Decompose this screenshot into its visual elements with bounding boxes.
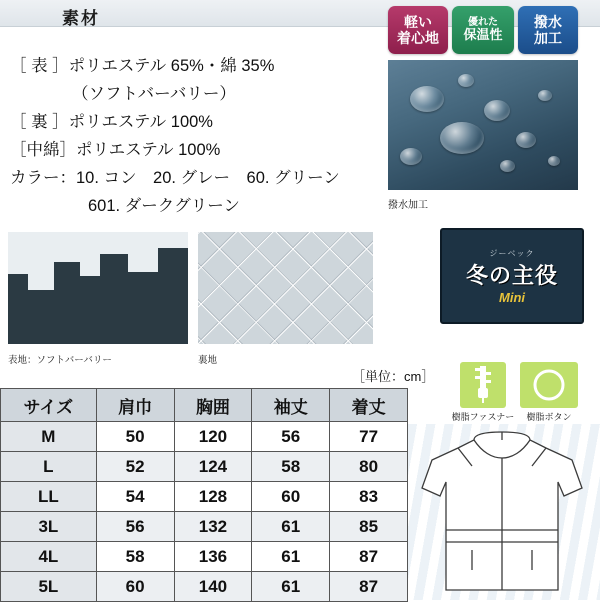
table-row xyxy=(1,542,408,572)
cell-chest: 120 xyxy=(174,422,252,452)
cell-size: LL xyxy=(1,482,97,512)
resin-zipper-caption: 樹脂ファスナー xyxy=(451,412,515,422)
water-drop-icon xyxy=(548,156,560,166)
cell-length: 83 xyxy=(330,482,408,512)
cell-sleeve: 56 xyxy=(252,422,330,452)
column-header: サイズ xyxy=(1,389,97,422)
cell-shoulder: 50 xyxy=(96,422,174,452)
page-title: 素材 xyxy=(62,9,100,28)
water-drop-icon xyxy=(500,160,515,172)
spec-line: 601. ダークグリーン xyxy=(88,197,240,215)
table-row xyxy=(1,512,408,542)
lining-fabric-caption: 裏地 xyxy=(198,355,218,366)
table-header-row xyxy=(1,389,408,422)
zipper-glyph-icon xyxy=(473,366,493,404)
water-repellent-badge xyxy=(518,6,578,54)
brand-logo xyxy=(440,228,584,324)
water-drop-icon xyxy=(400,148,422,165)
water-drop-icon xyxy=(440,122,484,154)
cell-sleeve: 60 xyxy=(252,482,330,512)
badge-line-1: 保温性 xyxy=(463,27,503,43)
water-repellent-photo xyxy=(388,60,578,190)
spec-line: （ソフトバーバリー） xyxy=(72,85,236,103)
quilt-pattern xyxy=(198,232,373,344)
cell-sleeve: 61 xyxy=(252,512,330,542)
cell-chest: 132 xyxy=(174,512,252,542)
cell-shoulder: 56 xyxy=(96,512,174,542)
cell-length: 85 xyxy=(330,512,408,542)
cell-shoulder: 60 xyxy=(96,572,174,602)
outer-fabric-swatch xyxy=(8,232,188,344)
material-spec-list xyxy=(10,52,390,220)
brand-mini-label: Mini xyxy=(499,289,525,305)
brand-main-label: 冬の主役 xyxy=(465,262,558,288)
cell-length: 87 xyxy=(330,572,408,602)
cell-size: 5L xyxy=(1,572,97,602)
cell-length: 77 xyxy=(330,422,408,452)
resin-zipper-icon xyxy=(460,362,506,408)
lining-fabric-swatch xyxy=(198,232,373,344)
table-row xyxy=(1,482,408,512)
resin-button-caption: 樹脂ボタン xyxy=(526,412,572,422)
fabric-shape-icon xyxy=(8,232,188,344)
cell-length: 80 xyxy=(330,452,408,482)
spec-line: ［ 裏 ］ポリエステル 100% xyxy=(10,113,213,131)
spec-line: ［中綿］ポリエステル 100% xyxy=(10,141,221,159)
column-header: 肩巾 xyxy=(96,389,174,422)
water-drop-icon xyxy=(538,90,552,101)
cell-shoulder: 58 xyxy=(96,542,174,572)
cell-chest: 140 xyxy=(174,572,252,602)
column-header: 着丈 xyxy=(330,389,408,422)
water-drop-icon xyxy=(410,86,444,112)
water-repellent-caption: 撥水加工 xyxy=(388,200,428,211)
cell-length: 87 xyxy=(330,542,408,572)
table-row xyxy=(1,572,408,602)
water-drop-icon xyxy=(516,132,536,148)
cell-chest: 124 xyxy=(174,452,252,482)
column-header: 胸囲 xyxy=(174,389,252,422)
table-row xyxy=(1,452,408,482)
spec-line: カラー：10. コン 20. グレー 60. グリーン xyxy=(10,169,340,187)
cell-chest: 128 xyxy=(174,482,252,512)
brand-sub-label: ジーベック xyxy=(489,248,535,258)
cell-chest: 136 xyxy=(174,542,252,572)
cell-size: M xyxy=(1,422,97,452)
button-glyph-icon xyxy=(532,368,566,402)
badge-top: 優れた xyxy=(467,16,498,28)
cell-size: 4L xyxy=(1,542,97,572)
badge-line-2: 着心地 xyxy=(397,30,439,46)
light-wear-badge xyxy=(388,6,448,54)
cell-sleeve: 61 xyxy=(252,542,330,572)
badge-line-1: 撥水 xyxy=(534,13,562,30)
water-drop-icon xyxy=(484,100,510,121)
table-row xyxy=(1,422,408,452)
cell-shoulder: 52 xyxy=(96,452,174,482)
cell-shoulder: 54 xyxy=(96,482,174,512)
water-drop-icon xyxy=(458,74,474,87)
cell-size: L xyxy=(1,452,97,482)
size-table xyxy=(0,388,408,602)
warmth-badge xyxy=(452,6,514,54)
jacket-line-drawing xyxy=(412,430,592,600)
spec-line: ［ 表 ］ポリエステル 65%・綿 35% xyxy=(10,57,275,75)
cell-size: 3L xyxy=(1,512,97,542)
column-header: 袖丈 xyxy=(252,389,330,422)
resin-button-icon xyxy=(520,362,578,408)
cell-sleeve: 58 xyxy=(252,452,330,482)
outer-fabric-caption: 表地：ソフトバーバリー xyxy=(8,355,112,366)
cell-sleeve: 61 xyxy=(252,572,330,602)
badge-line-1: 軽い xyxy=(404,13,432,30)
badge-line-2: 加工 xyxy=(534,30,562,46)
unit-label: ［単位：cm］ xyxy=(352,369,435,384)
